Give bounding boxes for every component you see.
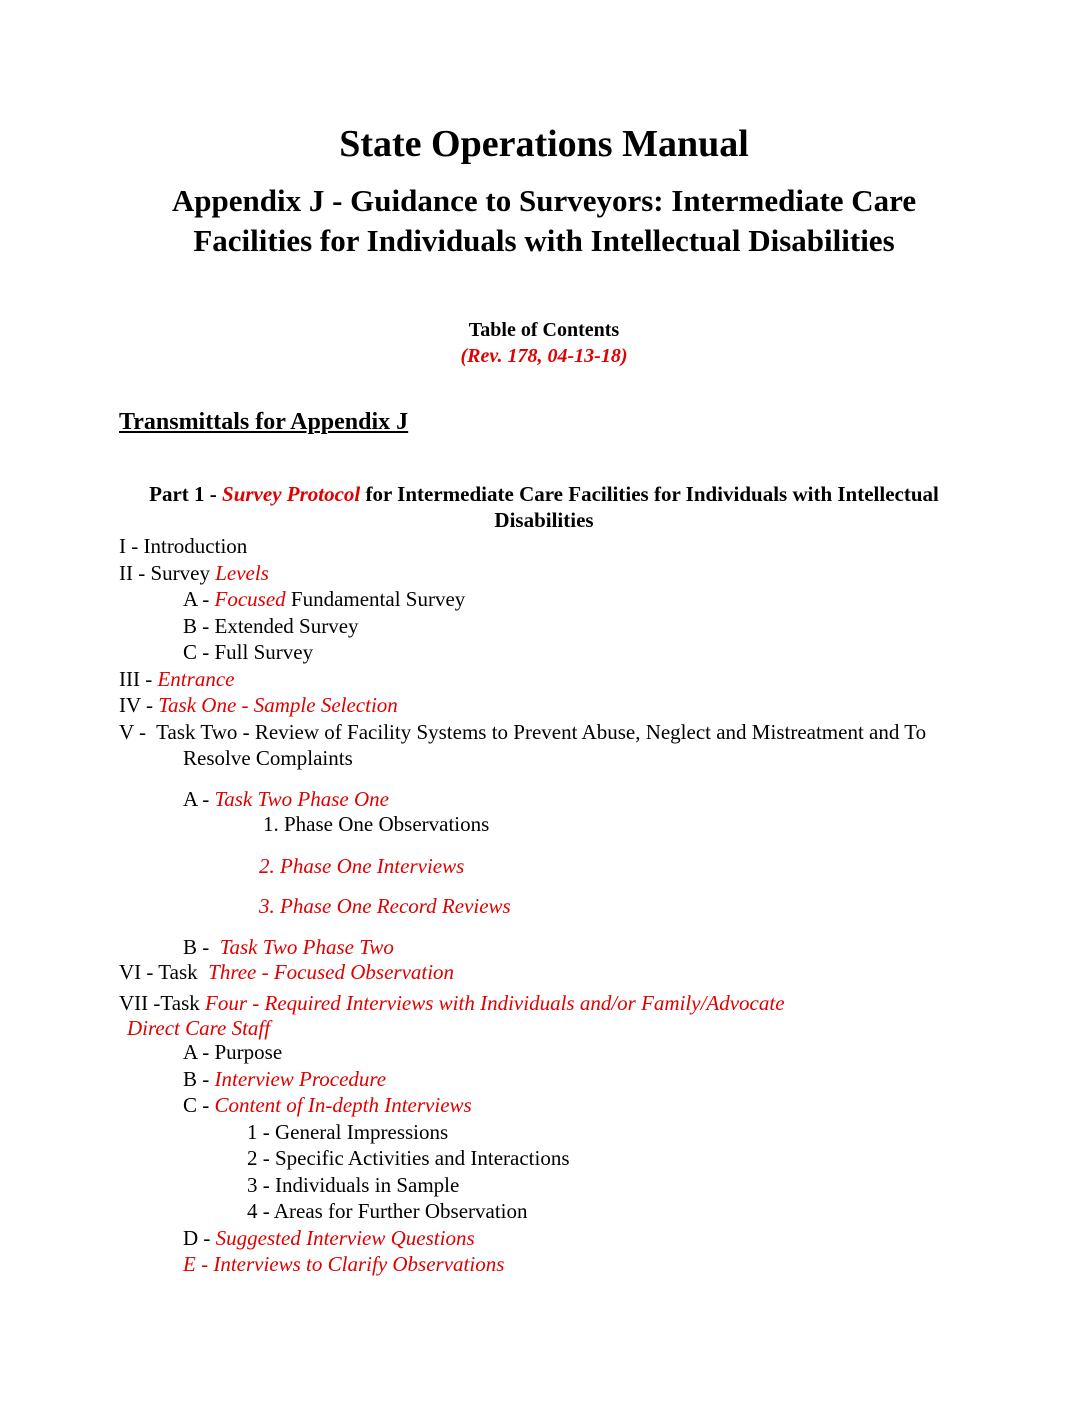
entry-text: B - Extended Survey bbox=[183, 614, 359, 638]
toc-entry[interactable] bbox=[183, 640, 313, 664]
revised-text: Three - Focused Observation bbox=[208, 960, 455, 984]
entry-text: A - bbox=[183, 587, 215, 611]
toc-entry[interactable] bbox=[119, 667, 234, 691]
transmittals-link[interactable]: Transmittals for Appendix J bbox=[119, 409, 409, 435]
entry-text: 4 - Areas for Further Observation bbox=[247, 1199, 528, 1223]
toc-entry[interactable] bbox=[0, 482, 1088, 506]
toc-entry[interactable] bbox=[127, 1016, 270, 1040]
toc-entry[interactable] bbox=[259, 854, 464, 878]
toc-entry[interactable] bbox=[259, 894, 511, 918]
toc-entry[interactable] bbox=[183, 746, 353, 770]
entry-text: B - bbox=[183, 1067, 215, 1091]
revision-note: (Rev. 178, 04-13-18) bbox=[460, 345, 628, 367]
entry-text: VII -Task bbox=[119, 991, 205, 1015]
appendix-title-line-1: Appendix J - Guidance to Surveyors: Intermediate Care bbox=[171, 183, 917, 218]
revised-text: Task One - Sample Selection bbox=[158, 693, 398, 717]
toc-heading: Table of Contents bbox=[468, 319, 620, 341]
revised-text: Levels bbox=[215, 561, 269, 585]
toc-entry[interactable] bbox=[247, 1120, 448, 1144]
entry-text: C - Full Survey bbox=[183, 640, 314, 664]
toc-entry[interactable] bbox=[183, 587, 465, 611]
toc-entry[interactable] bbox=[183, 935, 394, 959]
toc-entry[interactable] bbox=[119, 720, 926, 744]
toc-entry[interactable] bbox=[183, 1093, 472, 1117]
toc-entry[interactable] bbox=[119, 991, 785, 1015]
entry-text: Resolve Complaints bbox=[183, 746, 353, 770]
entry-text: IV - bbox=[119, 693, 159, 717]
toc-entry[interactable] bbox=[119, 693, 398, 717]
entry-text: 3 - Individuals in Sample bbox=[247, 1173, 460, 1197]
revised-text: Direct Care Staff bbox=[127, 1016, 271, 1040]
toc-entry[interactable] bbox=[119, 561, 269, 585]
revised-text: Entrance bbox=[157, 667, 235, 691]
toc-entry[interactable] bbox=[263, 812, 489, 836]
revised-text: Interview Procedure bbox=[214, 1067, 387, 1091]
entry-text: 1. Phase One Observations bbox=[263, 812, 490, 836]
revised-text: Content of In-depth Interviews bbox=[214, 1093, 472, 1117]
revised-text: Task Two Phase Two bbox=[219, 935, 394, 959]
toc-entry[interactable] bbox=[183, 1252, 504, 1276]
toc-entry[interactable] bbox=[183, 614, 359, 638]
toc-entry[interactable] bbox=[183, 1067, 386, 1091]
appendix-title-line-2: Facilities for Individuals with Intellectual Disabilities bbox=[193, 223, 895, 258]
entry-text: V - Task Two - Review of Facility Systems to Prevent Abuse, Neglect and Mistreatment and To bbox=[119, 720, 927, 744]
toc-entry[interactable] bbox=[119, 960, 454, 984]
entry-text: C - bbox=[183, 1093, 215, 1117]
entry-text: A - Purpose bbox=[183, 1040, 283, 1064]
entry-text: for Intermediate Care Facilities for Individuals with Intellectual bbox=[360, 482, 939, 506]
entry-text: Fundamental Survey bbox=[285, 587, 466, 611]
toc-entry[interactable] bbox=[183, 1226, 475, 1250]
entry-text: VI - Task bbox=[119, 960, 209, 984]
revised-text: Task Two Phase One bbox=[214, 787, 389, 811]
entry-text: 2 - Specific Activities and Interactions bbox=[247, 1146, 570, 1170]
entry-text: Disabilities bbox=[494, 508, 594, 532]
toc-entry[interactable] bbox=[119, 534, 247, 558]
revised-text: Four - Required Interviews with Individuals and/or Family/Advocate bbox=[205, 991, 785, 1015]
toc-entry[interactable] bbox=[247, 1146, 570, 1170]
toc-entry[interactable] bbox=[247, 1199, 528, 1223]
toc-entry[interactable] bbox=[247, 1173, 459, 1197]
revised-text: 2. Phase One Interviews bbox=[259, 854, 465, 878]
revised-text: 3. Phase One Record Reviews bbox=[259, 894, 511, 918]
entry-text: Part 1 - bbox=[149, 482, 223, 506]
revised-text: Suggested Interview Questions bbox=[215, 1226, 475, 1250]
revised-text: E - Interviews to Clarify Observations bbox=[183, 1252, 505, 1276]
toc-entry[interactable] bbox=[183, 1040, 282, 1064]
page-title: State Operations Manual bbox=[339, 123, 749, 165]
revised-text: Focused bbox=[214, 587, 286, 611]
entry-text: III - bbox=[119, 667, 158, 691]
entry-text: A - bbox=[183, 787, 215, 811]
entry-text: B - bbox=[183, 935, 220, 959]
entry-text: I - Introduction bbox=[119, 534, 248, 558]
revised-text: Survey Protocol bbox=[222, 482, 361, 506]
toc-entry[interactable] bbox=[183, 787, 389, 811]
toc-entry[interactable] bbox=[0, 508, 1088, 532]
entry-text: D - bbox=[183, 1226, 216, 1250]
entry-text: 1 - General Impressions bbox=[247, 1120, 449, 1144]
entry-text: II - Survey bbox=[119, 561, 216, 585]
